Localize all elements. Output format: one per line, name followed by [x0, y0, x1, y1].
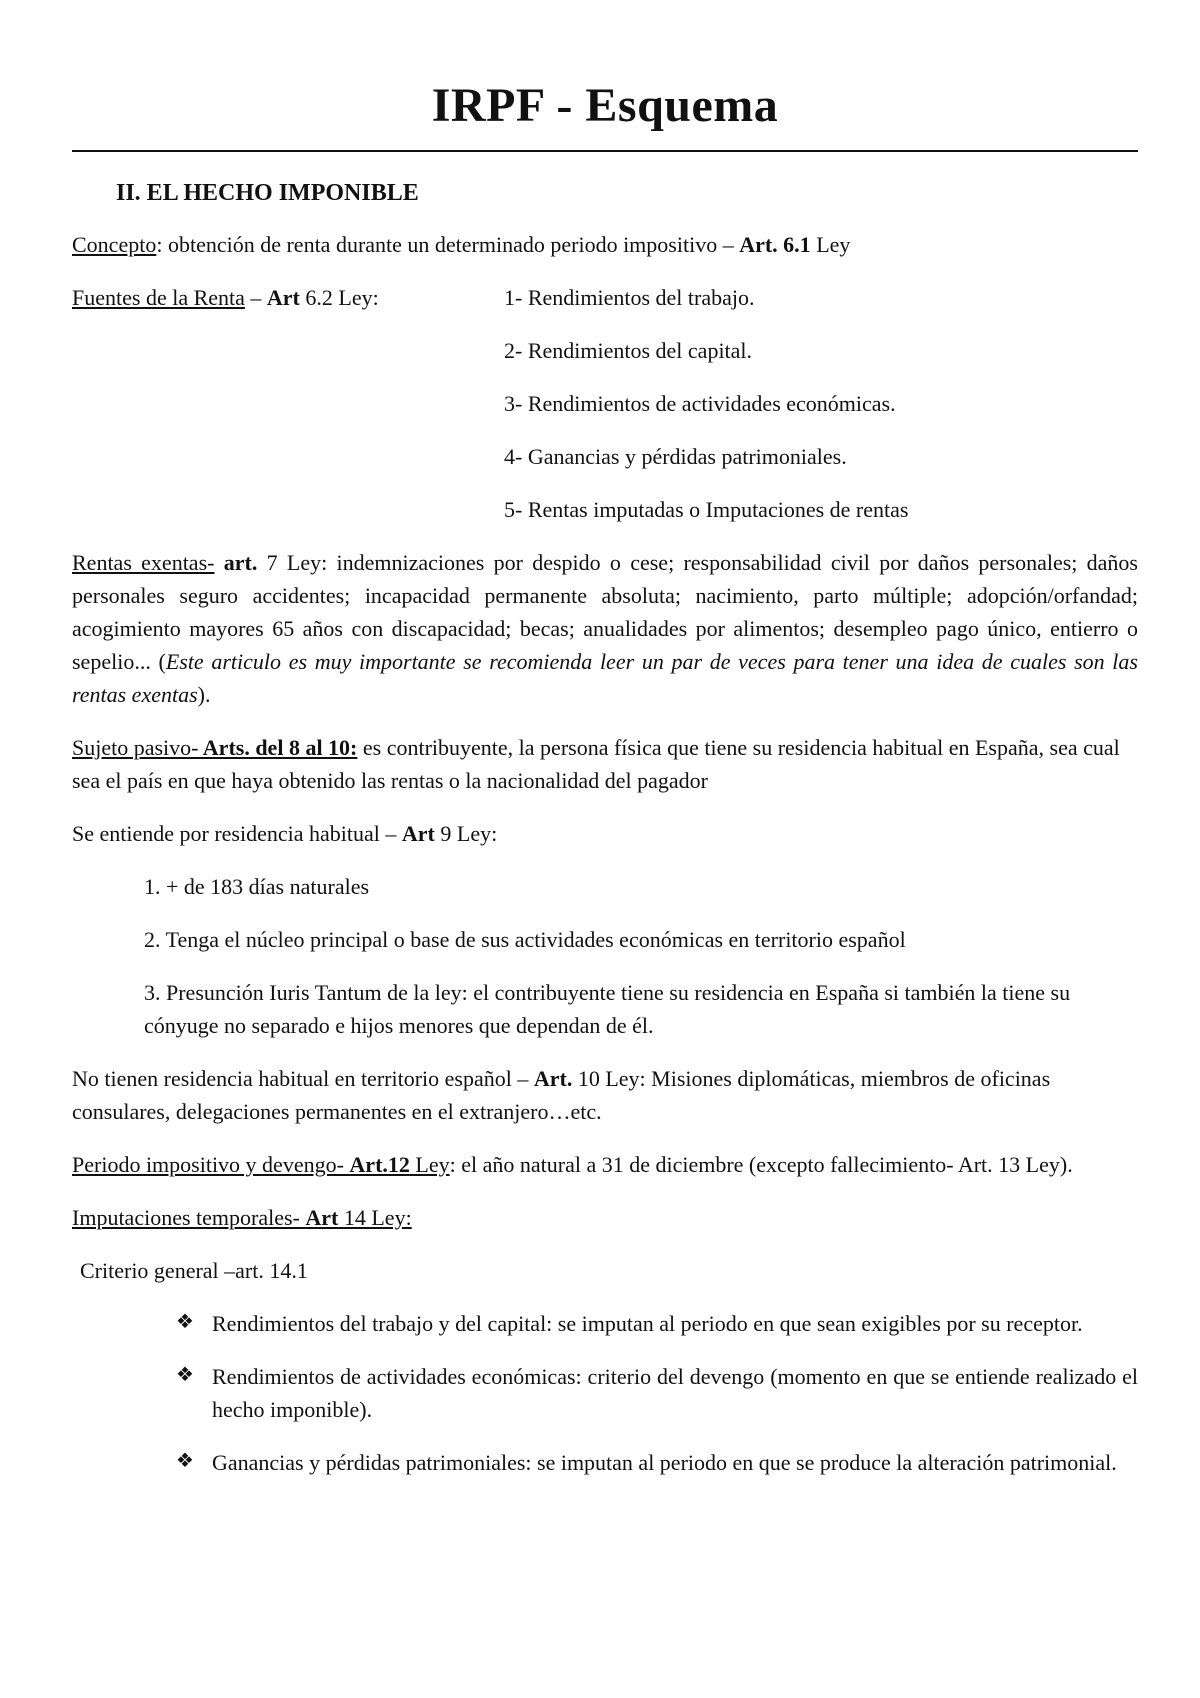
- document-page: [72, 0, 1138, 1479]
- residencia-paragraph: [72, 817, 1138, 850]
- no-residencia-tail: 10 Ley: Misiones diplomáticas, miembros de oficinas consulares, delegaciones permanentes en el extranjero…etc.: [72, 1066, 1051, 1124]
- exentas-ref: art.: [214, 550, 258, 575]
- imputaciones-ref: Art: [305, 1205, 339, 1230]
- document-title: IRPF - Esquema: [431, 79, 779, 132]
- periodo-ref-tail: Ley: [409, 1152, 450, 1177]
- imputaciones-bullet-item: [176, 1360, 1138, 1426]
- diamond-bullet-icon: ❖: [176, 1450, 194, 1472]
- residencia-text: Se entiende por residencia habitual –: [72, 821, 402, 846]
- fuentes-label: Fuentes de la Renta: [72, 285, 245, 310]
- fuentes-item: 4- Ganancias y pérdidas patrimoniales.: [504, 444, 847, 469]
- bullet-text: Ganancias y pérdidas patrimoniales: se imputan al periodo en que se produce la alteración patrimonial.: [212, 1450, 1117, 1475]
- residencia-item: 1. + de 183 días naturales: [144, 874, 370, 899]
- exentas-label: Rentas exentas-: [72, 550, 215, 575]
- diamond-bullet-icon: ❖: [176, 1364, 194, 1386]
- bullet-text: Rendimientos de actividades económicas: criterio del devengo (momento en que se entiende realizado el hecho imponible).: [212, 1364, 1138, 1422]
- concepto-text: obtención de renta durante un determinado periodo impositivo –: [167, 232, 740, 257]
- bullet-text: Rendimientos del trabajo y del capital: se imputan al periodo en que sean exigibles por su receptor.: [212, 1311, 1083, 1336]
- title-rule: [72, 150, 1138, 152]
- sujeto-label: Sujeto pasivo-: [72, 735, 199, 760]
- residencia-item: 2. Tenga el núcleo principal o base de sus actividades económicas en territorio español: [144, 927, 906, 952]
- imputaciones-bullet-item: [176, 1446, 1138, 1479]
- fuentes-item: 2- Rendimientos del capital.: [504, 338, 753, 363]
- no-residencia-ref: Art.: [533, 1066, 573, 1091]
- residencia-ref: Art: [401, 821, 435, 846]
- imputaciones-heading: [72, 1201, 1138, 1234]
- no-residencia-paragraph: [72, 1062, 1138, 1128]
- criterio-general: Criterio general –art. 14.1: [80, 1258, 308, 1283]
- residencia-list: [72, 870, 1138, 1042]
- imputaciones-bullet-item: [176, 1307, 1138, 1340]
- periodo-paragraph: [72, 1148, 1138, 1181]
- exentas-tail: ).: [197, 682, 211, 707]
- no-residencia-text: No tienen residencia habitual en territorio español –: [72, 1066, 534, 1091]
- fuentes-ref-tail: 6.2 Ley:: [299, 285, 379, 310]
- residencia-item: 3. Presunción Iuris Tantum de la ley: el contribuyente tiene su residencia en España si también la tiene su cónyuge no separado e hijos menores que dependan de él.: [144, 980, 1071, 1038]
- sujeto-ref: Arts. del 8 al 10:: [198, 735, 358, 760]
- sujeto-text: es contribuyente, la persona física que tiene su residencia habitual en España, sea cual sea el país en que haya obtenido las rentas o la nacionalidad del pagador: [72, 735, 1120, 793]
- exentas-text: 7 Ley: indemnizaciones por despido o cese; responsabilidad civil por daños personales; daños personales seguro accidentes; incapacidad permanente absoluta; nacimiento, parto múltiple; adopción/orfandad; acogimiento mayores 65 años con discapacidad; becas; anualidades por alimentos; desempleo pago único, entierro o sepelio... (: [72, 550, 1138, 674]
- fuentes-heading: [72, 281, 504, 526]
- fuentes-item: 1- Rendimientos del trabajo.: [504, 285, 755, 310]
- concepto-sep: :: [156, 232, 168, 257]
- section-heading: II. EL HECHO IMPONIBLE: [116, 180, 419, 206]
- concepto-ref-tail: Ley: [810, 232, 851, 257]
- fuentes-item: 3- Rendimientos de actividades económicas.: [504, 391, 896, 416]
- concepto-paragraph: [72, 228, 1138, 261]
- fuentes-list: [504, 281, 908, 526]
- periodo-label: Periodo impositivo y devengo-: [72, 1152, 350, 1177]
- residencia-tail: 9 Ley:: [434, 821, 498, 846]
- concepto-label: Concepto: [72, 232, 157, 257]
- concepto-ref: Art. 6.1: [739, 232, 811, 257]
- exentas-paragraph: [72, 546, 1138, 711]
- fuentes-item: 5- Rentas imputadas o Imputaciones de rentas: [504, 497, 909, 522]
- imputaciones-ref-tail: 14 Ley:: [338, 1205, 412, 1230]
- exentas-note: Este articulo es muy importante se recomienda leer un par de veces para tener una idea de cuales son las rentas exentas: [72, 649, 1138, 707]
- sujeto-paragraph: [72, 731, 1138, 797]
- fuentes-sep: –: [244, 285, 267, 310]
- fuentes-ref: Art: [266, 285, 300, 310]
- periodo-text: : el año natural a 31 de diciembre (excepto fallecimiento- Art. 13 Ley).: [449, 1152, 1073, 1177]
- imputaciones-bullets: [72, 1307, 1138, 1479]
- diamond-bullet-icon: ❖: [176, 1311, 194, 1333]
- periodo-ref: Art.12: [349, 1152, 410, 1177]
- fuentes-block: [72, 281, 1138, 526]
- imputaciones-label: Imputaciones temporales-: [72, 1205, 306, 1230]
